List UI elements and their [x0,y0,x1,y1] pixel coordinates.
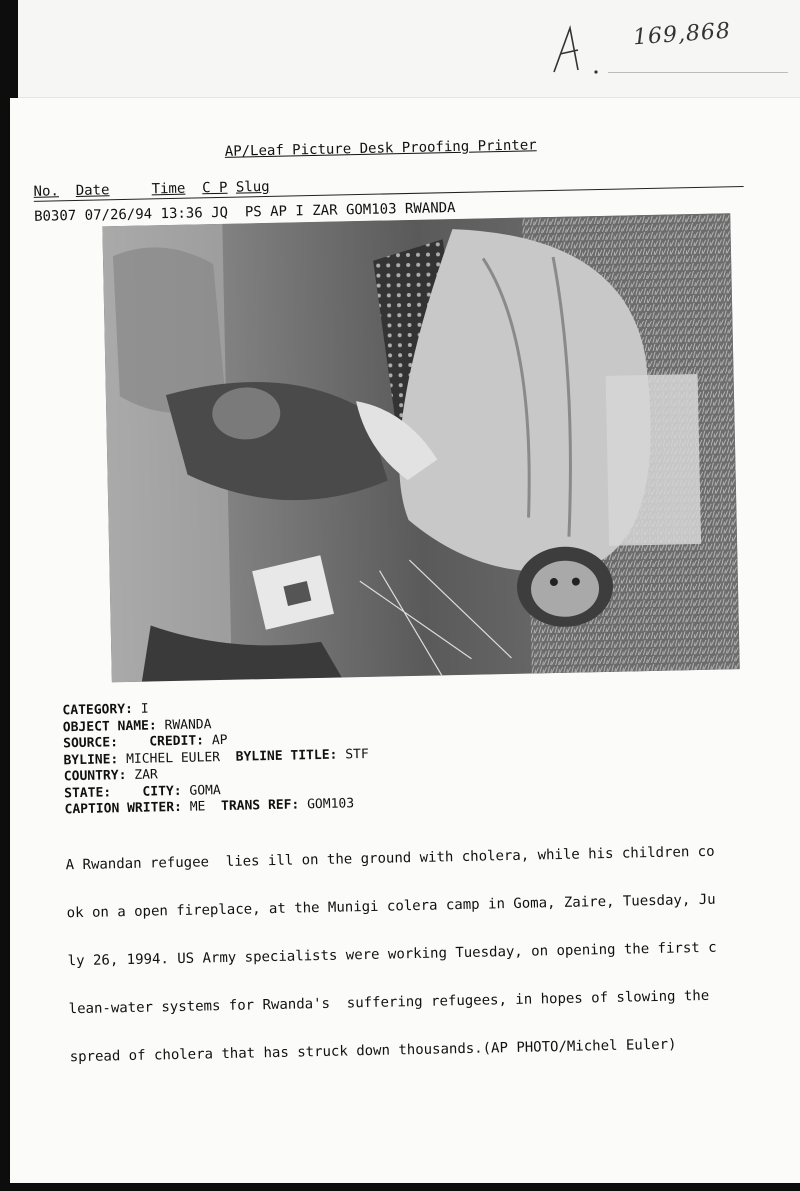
object-name-label: OBJECT NAME: [62,717,157,735]
source-label: SOURCE: [63,735,119,752]
record-code: JQ [210,204,229,222]
caption-line-2: ok on a open fireplace, at the Munigi colera camp in Goma, Zaire, Tuesday, Ju [66,891,716,922]
state-label: STATE: [64,784,112,801]
column-headers [33,169,743,202]
news-photo [102,213,739,682]
handwritten-number: 169,868 [632,18,732,51]
credit-value: AP [211,732,228,749]
country-value: ZAR [134,767,158,783]
col-slug: Slug [235,178,270,196]
proof-header: AP/Leaf Picture Desk Proofing Printer [224,137,537,160]
city-value: GOMA [189,782,221,799]
credit-label: CREDIT: [149,733,205,750]
byline-value: MICHEL EULER [125,749,221,767]
col-time: Time [151,180,186,198]
photo-caption [65,810,791,1097]
caption-line-1: A Rwandan refugee lies ill on the ground with cholera, while his children co [65,843,715,874]
proof-content [4,90,800,1191]
record-date: 07/26/94 [84,206,153,224]
byline-label: BYLINE: [63,751,119,768]
metadata-block [62,697,370,819]
proof-sheet [10,98,800,1183]
category-label: CATEGORY: [62,701,134,719]
caption-writer-label: CAPTION WRITER: [64,799,183,818]
col-no: No. [33,183,60,200]
caption-line-4: lean-water systems for Rwanda's suffering refugees, in hopes of slowing the [68,987,710,1018]
byline-title-value: STF [345,746,369,762]
category-value: I [140,701,149,717]
trans-ref-value: GOM103 [306,796,355,813]
trans-ref-label: TRANS REF: [220,797,300,815]
record-time: 13:36 [160,205,203,223]
record-no: B0307 [33,207,77,225]
caption-line-5: spread of cholera that has struck down thousands.(AP PHOTO/Michel Euler) [69,1036,677,1066]
caption-writer-value: ME [189,799,206,815]
col-cp: C P [202,179,228,197]
pencil-line [608,72,788,73]
record-slug: PS AP I ZAR GOM103 RWANDA [244,200,456,221]
col-date: Date [75,182,110,199]
object-name-value: RWANDA [164,716,212,733]
caption-line-3: ly 26, 1994. US Army specialists were working Tuesday, on opening the first c [67,939,717,970]
city-label: CITY: [142,783,182,800]
byline-title-label: BYLINE TITLE: [235,747,338,765]
country-label: COUNTRY: [63,768,127,785]
